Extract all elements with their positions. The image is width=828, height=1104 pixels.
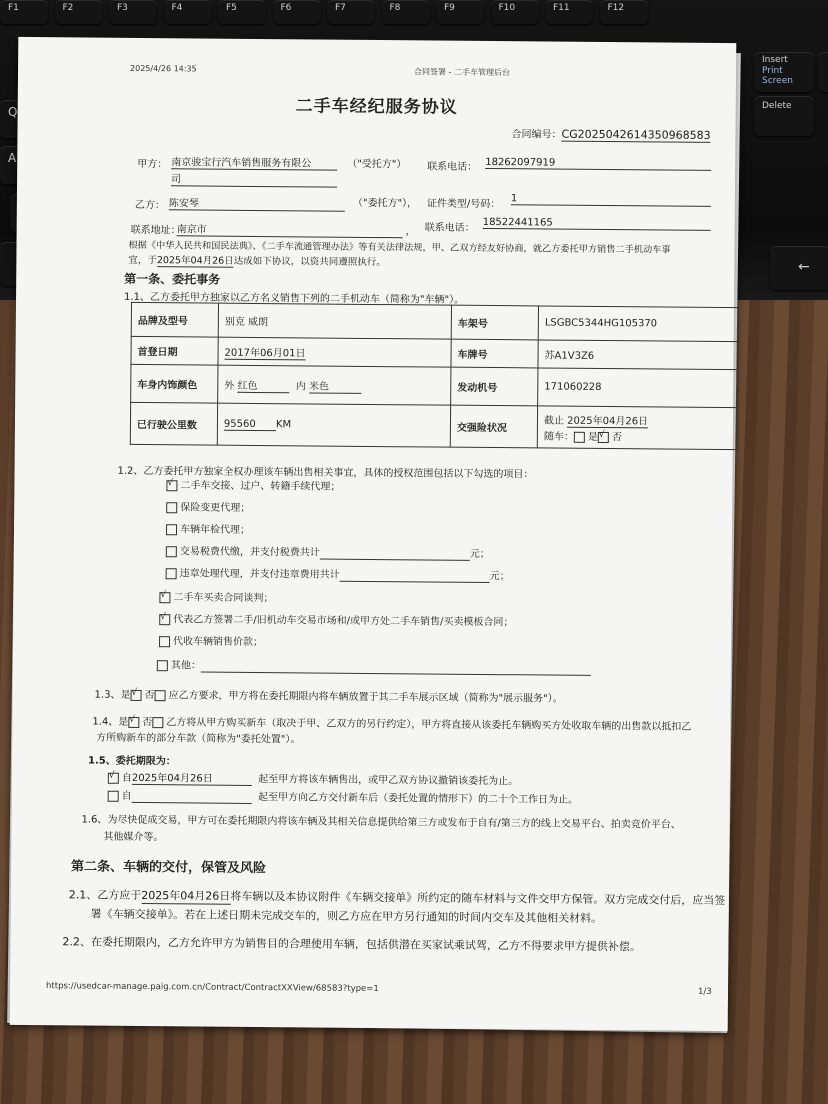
option-label: 违章处理代理，并支付违章费用共计 (179, 568, 340, 581)
clause-1-4-cont: 方所购新车的部分车款（简称为"委托处置"）。 (96, 732, 301, 746)
key-f1: F1 (0, 0, 48, 24)
party-a-name-cont: 司 (171, 170, 337, 187)
option-checkbox (159, 614, 170, 625)
option-label: 二手车买卖合同谈判； (173, 592, 274, 605)
party-b-role: （"委托方"）， (352, 197, 418, 210)
option-checkbox (166, 502, 177, 513)
key-f10: F10 (491, 0, 539, 24)
option-item (166, 476, 340, 493)
key-f5: F5 (218, 0, 266, 24)
clause-1-1: 1.1、乙方委托甲方独家以乙方名义销售下列的二手机动车（简称为"车辆"）。 (124, 291, 465, 306)
option-item (166, 520, 250, 536)
footer-url: https://usedcar-manage.paig.com.cn/Contract/ContractXXView/68583?type=1 (45, 981, 379, 995)
option-item (159, 610, 513, 628)
color-label: 车身内饰颜色 (131, 364, 218, 403)
preamble-line-1: 根据《中华人民共和国民法典》、《二手车流通管理办法》等有关法律法规，甲、乙双方经友好协商，就乙方委托甲方销售二手机动车事 (128, 239, 671, 256)
option-item (166, 498, 250, 514)
party-b-phone: 18522441165 (483, 217, 711, 231)
mileage-value: 95560 KM (217, 403, 450, 447)
key-f2: F2 (55, 0, 103, 24)
color-value: 外 红色 内 米色 (218, 365, 451, 405)
document-title: 二手车经纪服务协议 (295, 96, 458, 118)
party-a-label: 甲方： (137, 158, 168, 171)
option-label: 保险变更代理； (180, 502, 251, 514)
plate-value: 苏A1V3Z6 (538, 340, 738, 370)
option-label: 代收车辆销售价款； (173, 636, 264, 649)
engine-label: 发动机号 (451, 367, 538, 406)
option-checkbox (166, 524, 177, 535)
key-edge (818, 52, 828, 92)
clause-2-2: 2.2、在委托期限内，乙方允许甲方为销售目的合理使用车辆，包括供潜在买家试乘试驾，乙方不得要求甲方提供补偿。 (62, 935, 641, 954)
term-option-1: √自2025年04月26日 起至甲方将该车辆售出，或甲乙双方协议撤销该委托为止。 (108, 769, 518, 789)
key-f7: F7 (327, 0, 375, 24)
vin-value: LSGBC5344HG105370 (538, 306, 738, 342)
key-f3: F3 (109, 0, 157, 24)
key-print-screen: Insert Print Screen (754, 52, 814, 92)
insurance-no-checkbox (598, 431, 609, 442)
option-checkbox (166, 480, 177, 491)
option-label: 车辆年检代理； (179, 524, 251, 536)
id-value: 1 (511, 193, 711, 207)
party-a-role: （"受托方"） (347, 158, 407, 171)
key-a: A (0, 146, 42, 184)
option-label: 交易税费代缴，并支付税费共计 (179, 546, 320, 559)
key-f11: F11 (545, 0, 593, 24)
preamble-line-2: 宜，于2025年04月26日达成如下协议，以资共同遵照执行。 (128, 252, 386, 269)
option-label: 其他： (170, 660, 201, 672)
c13-yes-checkbox (130, 689, 141, 700)
key-f12: F12 (600, 0, 648, 24)
article-2-title: 第二条、车辆的交付，保管及风险 (71, 859, 267, 877)
option-label: 代表乙方签署二手/旧机动车交易市场和/或甲方处二手车销售/买卖模板合同； (173, 614, 514, 629)
c14-yes-checkbox (128, 716, 139, 727)
party-b-label: 乙方： (134, 199, 165, 212)
address-value: 南京市 (177, 220, 403, 238)
insurance-label: 交强险状况 (450, 405, 537, 448)
id-label: 证件类型/号码： (426, 198, 501, 211)
option-item: 违章处理代理，并支付违章费用共计 元； (166, 564, 510, 583)
brand-value: 别克 威朗 (218, 303, 451, 339)
option-checkbox (166, 546, 177, 557)
comma: ， (405, 226, 416, 238)
option-item (159, 632, 263, 648)
mileage-label: 已行驶公里数 (130, 402, 217, 445)
brand-label: 品牌及型号 (131, 302, 218, 337)
clause-1-6-cont: 其他媒介等。 (103, 831, 164, 844)
plate-label: 车牌号 (451, 339, 538, 368)
option-checkbox (166, 568, 177, 579)
c13-no-checkbox (154, 690, 165, 701)
key-q: Q (0, 100, 30, 138)
key-f8: F8 (382, 0, 430, 24)
option-checkbox (159, 636, 170, 647)
party-a-name: 南京骏宝行汽车销售服务有限公 (171, 153, 337, 170)
vin-label: 车架号 (451, 305, 538, 340)
vehicle-table (130, 302, 739, 450)
insurance-value: 截止 2025年04月26日 随车： 是√ 否 (537, 406, 737, 450)
party-a-phone: 18262097919 (485, 157, 711, 171)
clause-1-6: 1.6、为尽快促成交易，甲方可在委托期限内将该车辆及其相关信息提供给第三方或发布于自有/第三方的线上交易平台、拍卖竞价平台、 (81, 814, 681, 831)
reg-date-value: 2017年06月01日 (218, 337, 451, 367)
footer-page-number: 1/3 (697, 986, 712, 997)
key-left-arrow: ← (770, 246, 828, 290)
c14-no-checkbox (152, 717, 163, 728)
article-1-title: 第一条、委托事务 (124, 271, 221, 287)
address-label: 联系地址： (130, 224, 181, 237)
engine-value: 171060228 (538, 368, 738, 408)
contract-number: 合同编号：CG2025042614350968583 (511, 127, 711, 142)
key-f4: F4 (164, 0, 212, 24)
clause-1-4: 1.4、是√ 否 乙方将从甲方购买新车（取决于甲、乙双方的另行约定），甲方将直接从该委托车辆购买方处收取车辆的出售款以抵扣乙 (92, 713, 691, 733)
option-item (159, 588, 273, 604)
option-item: 交易税费代缴，并支付税费共计 元； (166, 542, 490, 561)
reg-date-label: 首登日期 (131, 336, 218, 365)
print-page-title: 合同签署 - 二手车管理后台 (413, 67, 511, 78)
clause-1-2: 1.2、乙方委托甲方独家全权办理该车辆出售相关事宜，具体的授权范围包括以下勾选的项目： (117, 465, 534, 481)
print-datetime: 2025/4/26 14:35 (130, 63, 197, 74)
option-checkbox (157, 660, 168, 671)
phone-label-b: 联系电话： (424, 222, 475, 234)
clause-1-3: 1.3、是√ 否 应乙方要求，甲方将在委托期限内将车辆放置于其二手车展示区域（简称为"展示服务"）。 (95, 686, 563, 705)
option-label: 二手车交接、过户、转籍手续代理； (180, 480, 341, 493)
option-checkbox (159, 592, 170, 603)
insurance-yes-checkbox (574, 431, 585, 442)
term-1-checkbox (108, 772, 119, 783)
term-option-2: 自 起至甲方向乙方交付新车后（委托处置的情形下）的二十个工作日为止。 (108, 787, 578, 807)
key-f6: F6 (273, 0, 321, 24)
clause-1-5-title: 1.5、委托期限为： (87, 755, 176, 768)
key-delete: Delete (754, 96, 814, 136)
clause-2-1: 2.1、乙方应于2025年04月26日将车辆以及本协议附件《车辆交接单》所约定的随车材料与文件交甲方保管。双方完成交付后，应当签 (68, 888, 726, 908)
party-b-name: 陈安琴 (169, 194, 345, 212)
clause-2-1-cont: 署《车辆交接单》。若在上述日期未完成交车的，则乙方应在甲方另行通知的时间内交车及其他相关材料。 (90, 907, 603, 926)
key-f9: F9 (436, 0, 484, 24)
term-2-checkbox (108, 790, 119, 801)
contract-page (10, 37, 737, 1031)
option-item (157, 656, 591, 676)
phone-label: 联系电话： (427, 161, 478, 173)
